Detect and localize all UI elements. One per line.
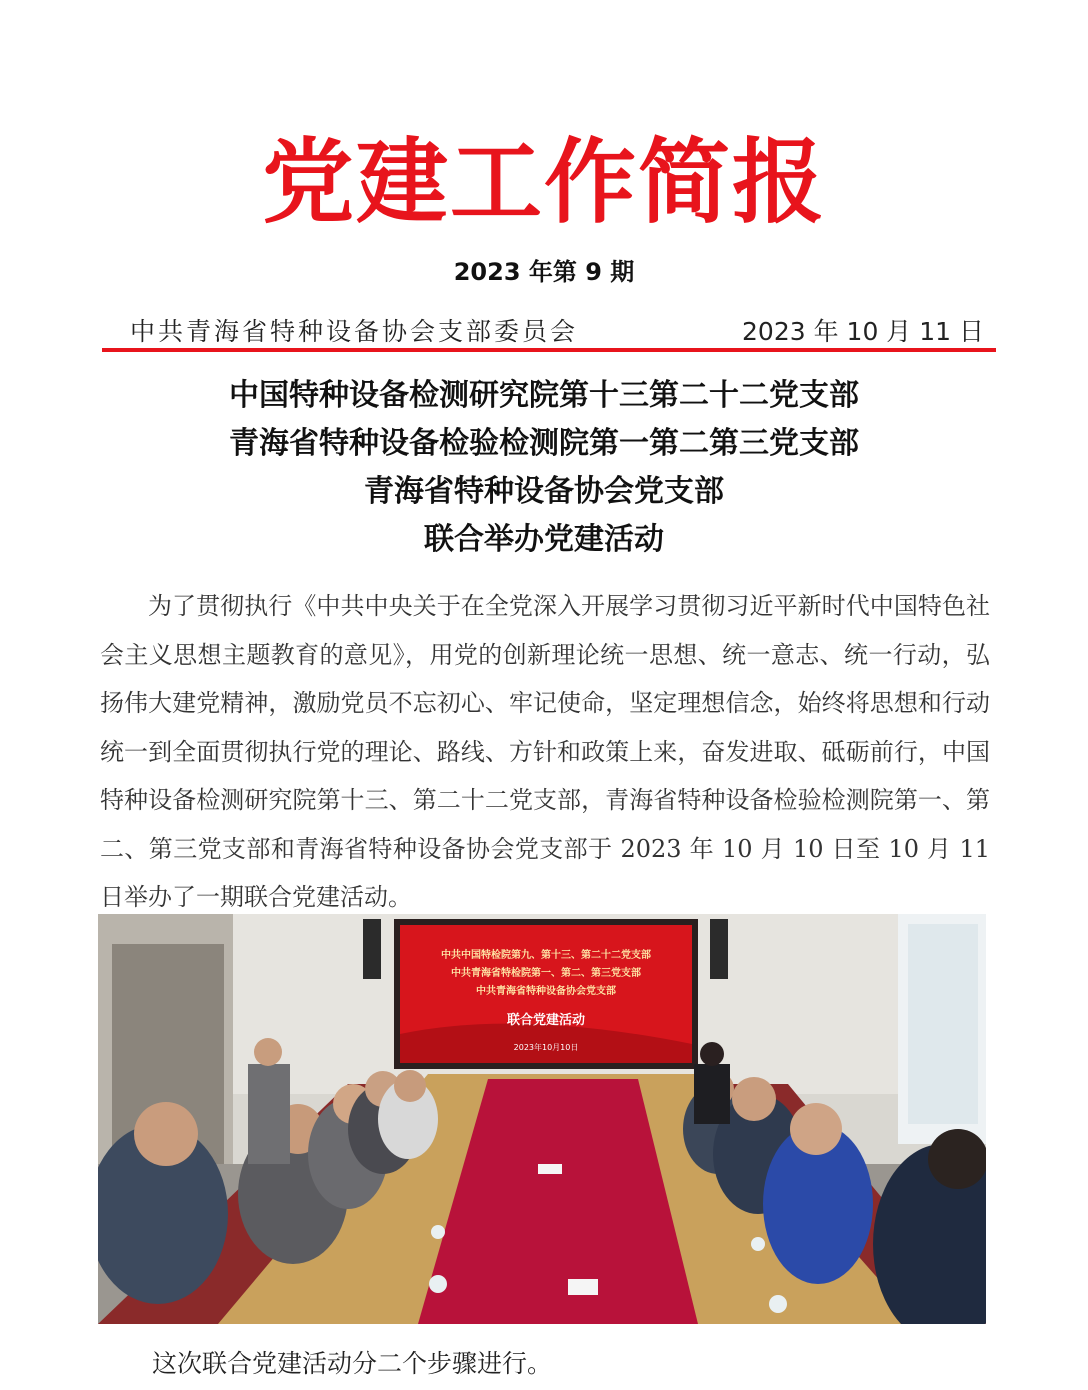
banner-line-1: 中共中国特检院第九、第十三、第二十二党支部 (441, 950, 651, 961)
headline-line-1: 中国特种设备检测研究院第十三第二十二党支部 (229, 378, 859, 413)
issue-number: 2023 年第 9 期 (453, 258, 635, 286)
closing-sentence: 这次联合党建活动分二个步骤进行。 (152, 1349, 553, 1378)
banner-title: 联合党建活动 (506, 1013, 586, 1028)
headline-line-3: 青海省特种设备协会党支部 (364, 474, 724, 509)
publish-date: 2023 年 10 月 11 日 (742, 317, 984, 346)
body-paragraph: 为了贯彻执行《中共中央关于在全党深入开展学习贯彻习近平新时代中国特色社会主义思想主题教育的意见》，用党的创新理论统一思想、统一意志、统一行动，弘扬伟大建党精神，激励党员不忘初心、牢记使命，坚定理想信念，始终将思想和行动统一到全面贯彻执行党的理论、路线、方针和政策上来，奋发进取、砥砺前行，中国特种设备检测研究院第十三、第二十二党支部，青海省特种设备检验检测院第一、第二、第三党支部和青海省特种设备协会党支部于 2023 年 10 月 10 日至 10 月 11 日举办了一期联合党建活动。 (100, 592, 990, 911)
meeting-photo (98, 914, 986, 1324)
banner-line-3: 中共青海省特种设备协会党支部 (476, 986, 616, 997)
article-headline (0, 372, 1088, 564)
masthead-title: 党建工作简报 (261, 129, 826, 236)
red-divider (102, 348, 996, 352)
headline-line-4: 联合举办党建活动 (424, 522, 664, 557)
banner-line-2: 中共青海省特检院第一、第二、第三党支部 (451, 968, 641, 979)
headline-line-2: 青海省特种设备检验检测院第一第二第三党支部 (229, 426, 859, 461)
organization-name: 中共青海省特种设备协会支部委员会 (130, 317, 579, 346)
banner-date: 2023年10月10日 (513, 1043, 579, 1052)
